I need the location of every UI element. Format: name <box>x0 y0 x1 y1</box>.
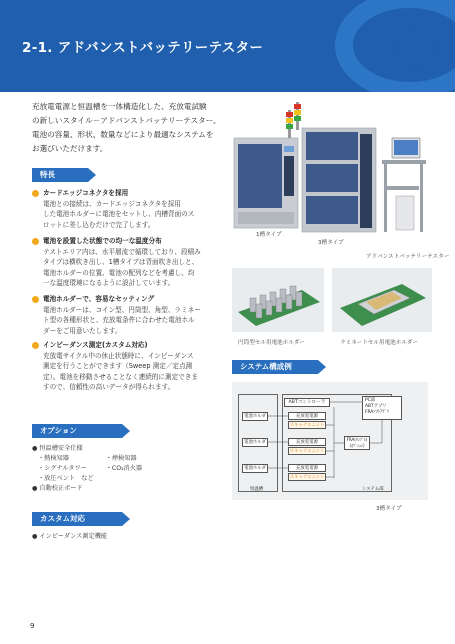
options-list: ● 恒温槽安全仕様 ・熱検知器 ・シグナルタワー ・放圧ベント など ・煙検知器 ・CO₂消火器 ● 自動校正ボード <box>32 445 143 492</box>
caption-three-tank: 3槽タイプ <box>318 240 344 246</box>
page-number: 9 <box>30 622 35 630</box>
caption-one-tank: 1槽タイプ <box>256 232 282 238</box>
pc-box: PC部 ABTアプリ FRAｿﾌﾄｱﾌﾟﾘ <box>362 396 402 420</box>
bullet-icon <box>32 238 39 245</box>
scanner-unit: スキャナユニット <box>289 449 325 454</box>
system-section-title: システム構成例 <box>232 360 318 374</box>
scanner-unit: スキャナユニット <box>289 423 325 428</box>
cylindrical-holder-photo <box>232 268 324 332</box>
system-part-label: システム部 <box>362 487 384 492</box>
scanner-unit: スキャナユニット <box>289 475 325 480</box>
caption-tester: アドバンストバッテリーテスター <box>366 254 450 260</box>
bullet-icon <box>32 296 39 303</box>
fra-box: FRA(ｻﾝﾌﾟﾙ) (ｵﾌﾟｼｮﾝ) <box>344 436 370 450</box>
feature-item: 電池を設置した状態での均一な温度分布 テストエリア内は、水平層流で循環しており、段積み タイプは横吹き出し、1槽タイプは背面吹き出しと、 電池ホルダーの位置、電池の配列などを考慮し、均 一な温度環境になるように設計しています。 <box>32 236 240 289</box>
caption-laminate-holder: ラミネートセル用電池ホルダー <box>340 340 418 346</box>
system-diagram <box>232 382 428 500</box>
bullet-icon <box>32 342 39 349</box>
page-title: 2-1. アドバンストバッテリーテスター <box>22 40 264 56</box>
laminate-holder-photo <box>332 268 432 332</box>
intro-text: 充放電電源と恒温槽を一体構造化した、充放電試験 の新しいスタイル－アドバンストバッテリーテスター。 電池の容量、形状、数量などにより最適なシステムを お選びいただけます。 <box>32 102 221 153</box>
page-header <box>0 0 455 92</box>
charger-box: 充放電電源 <box>288 464 326 472</box>
caption-cylindrical-holder: 円筒型セル用電池ホルダー <box>238 340 305 346</box>
diagram-connectors <box>232 382 428 500</box>
tank-label: 恒温槽 <box>250 487 264 492</box>
features-section-title: 特長 <box>32 168 88 182</box>
charger-box: 充放電電源 <box>288 412 326 420</box>
battery-holder: 電池ホルダ <box>242 438 268 447</box>
custom-list: ● インピーダンス測定機能 <box>32 533 108 540</box>
options-section-title: オプション <box>32 424 122 438</box>
feature-item: インピーダンス測定(カスタム対応) 充放電サイクル中の休止状態時に、インピーダンス 測定を行うことができます（Sweep 測定／定点測 定）。電池を移動させることなく連続的に測定できま すので、信頼性の高いデータが得られます。 <box>32 340 240 393</box>
feature-item: カードエッジコネクタを採用 電池との接続は、カードエッジコネクタを採用 した電池ホルダーに電池をセットし、内槽背面のス ロットに差し込むだけで完了します。 <box>32 188 240 230</box>
abt-controller: ABTコントローラ <box>284 398 330 407</box>
bullet-icon <box>32 190 39 197</box>
battery-holder: 電池ホルダ <box>242 464 268 473</box>
feature-item: 電池ホルダーで、容易なセッティング 電池ホルダーは、コイン型、円筒型、角型、ラミネー ト型の各種形状と、充放電条件に合わせた電池ホル ダーをご用意いたします。 <box>32 294 240 336</box>
caption-system-three-tank: 3槽タイプ <box>376 506 402 512</box>
custom-section-title: カスタム対応 <box>32 512 122 526</box>
charger-box: 充放電電源 <box>288 438 326 446</box>
battery-holder: 電池ホルダ <box>242 412 268 421</box>
